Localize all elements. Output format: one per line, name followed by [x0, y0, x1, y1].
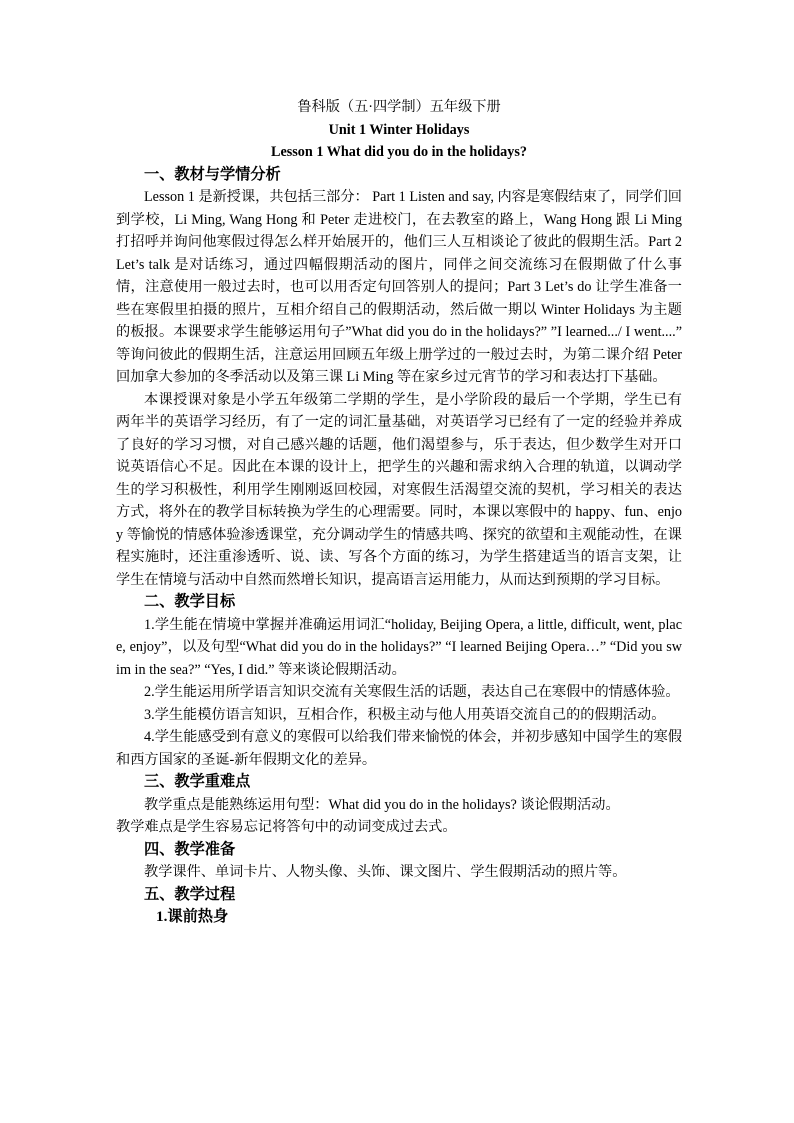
section-heading-goals: 二、教学目标 — [144, 593, 236, 610]
unit-title: Unit 1 Winter Holidays — [328, 121, 470, 138]
section-heading-key-points: 三、教学重难点 — [144, 773, 251, 790]
section-heading-analysis: 一、教材与学情分析 — [144, 165, 281, 183]
goal-item-2: 2.学生能运用所学语言知识交流有关寒假生活的话题，表达自己在寒假中的情感体验。 — [144, 684, 680, 700]
goal-item-4: 4.学生能感受到有意义的寒假可以给我们带来愉悦的体会，并初步感知中国学生的寒假和西方国家的圣诞-新年假期文化的差异。 — [116, 729, 682, 768]
analysis-paragraph-1: Lesson 1 是新授课，共包括三部分： Part 1 Listen and say, 内容是寒假结束了，同学们回到学校，Li Ming, Wang Hong 和 Peter 走进校门，在去教室的路上，Wang Hong 跟 Li Ming 打招呼并询问他寒假过得怎么样开始展开的，他们三人互相谈论了彼此的假期生活。Part 2 Let’s talk 是对话练习，通过四幅假期活动的图片，同伴之间交流练习在假期做了什么事情，注意使用一般过去时，也可以用否定句回答别人的提问；Part 3 Let’s do 让学生准备一些在寒假里拍摄的照片，互相介绍自己的假期活动，然后做一期以 Winter Holidays 为主题的板报。本课要求学生能够运用句子”What did you do in the holidays?” ”I learned.../ I went....” 等询问彼此的假期生活，注意运用回顾五年级上册学过的一般过去时，为第二课介绍 Peter 回加拿大参加的冬季活动以及第三课 Li Ming 等在家乡过元宵节的学习和表达打下基础。 — [116, 189, 682, 385]
goal-item-3: 3.学生能模仿语言知识，互相合作，积极主动与他人用英语交流自己的的假期活动。 — [144, 706, 666, 723]
preparation-paragraph: 教学课件、单词卡片、人物头像、头饰、课文图片、学生假期活动的照片等。 — [144, 864, 627, 880]
series-title: 鲁科版（五·四学制）五年级下册 — [297, 99, 501, 115]
section-heading-process: 五、教学过程 — [144, 885, 236, 903]
document-body — [116, 96, 682, 929]
lesson-title: Lesson 1 What did you do in the holidays? — [271, 144, 527, 160]
analysis-paragraph-2: 本课授课对象是小学五年级第二学期的学生，是小学阶段的最后一个学期，学生已有两年半的英语学习经历，有了一定的词汇量基础，对英语学习已经有了一定的经验并养成了良好的学习习惯，对自己感兴趣的话题，他们渴望参与，乐于表达，但少数学生对开口说英语信心不足。因此在本课的设计上，把学生的兴趣和需求纳入合理的轨道，以调动学生的学习积极性，利用学生刚刚返回校园，对寒假生活渴望交流的契机，学习相关的表达方式，将外在的教学目标转换为学生的心理需要。同时，本课以寒假中的 happy、fun、enjoy 等愉悦的情感体验渗透课堂，充分调动学生的情感共鸣、探究的欲望和主观能动性，在课程实施时，还注重渗透听、说、读、写各个方面的练习，为学生搭建适当的语言支架，让学生在情境与活动中自然而然增长知识，提高语言运用能力，从而达到预期的学习目标。 — [116, 391, 682, 588]
key-point-paragraph: 教学重点是能熟练运用句型：What did you do in the holidays? 谈论假期活动。 — [144, 796, 620, 813]
difficult-point-paragraph: 教学难点是学生容易忘记将答句中的动词变成过去式。 — [116, 819, 457, 835]
process-subheading-warmup: 1.课前热身 — [156, 908, 229, 925]
goal-item-1: 1.学生能在情境中掌握并准确运用词汇“holiday, Beijing Opera, a little, difficult, went, place, enjoy”，以及句型“What did you do in the holidays?” “I learned Beijing Opera…” “Did you swim in the sea?” “Yes, I did.” 等来谈论假期活动。 — [116, 616, 682, 678]
section-heading-preparation: 四、教学准备 — [144, 840, 236, 858]
